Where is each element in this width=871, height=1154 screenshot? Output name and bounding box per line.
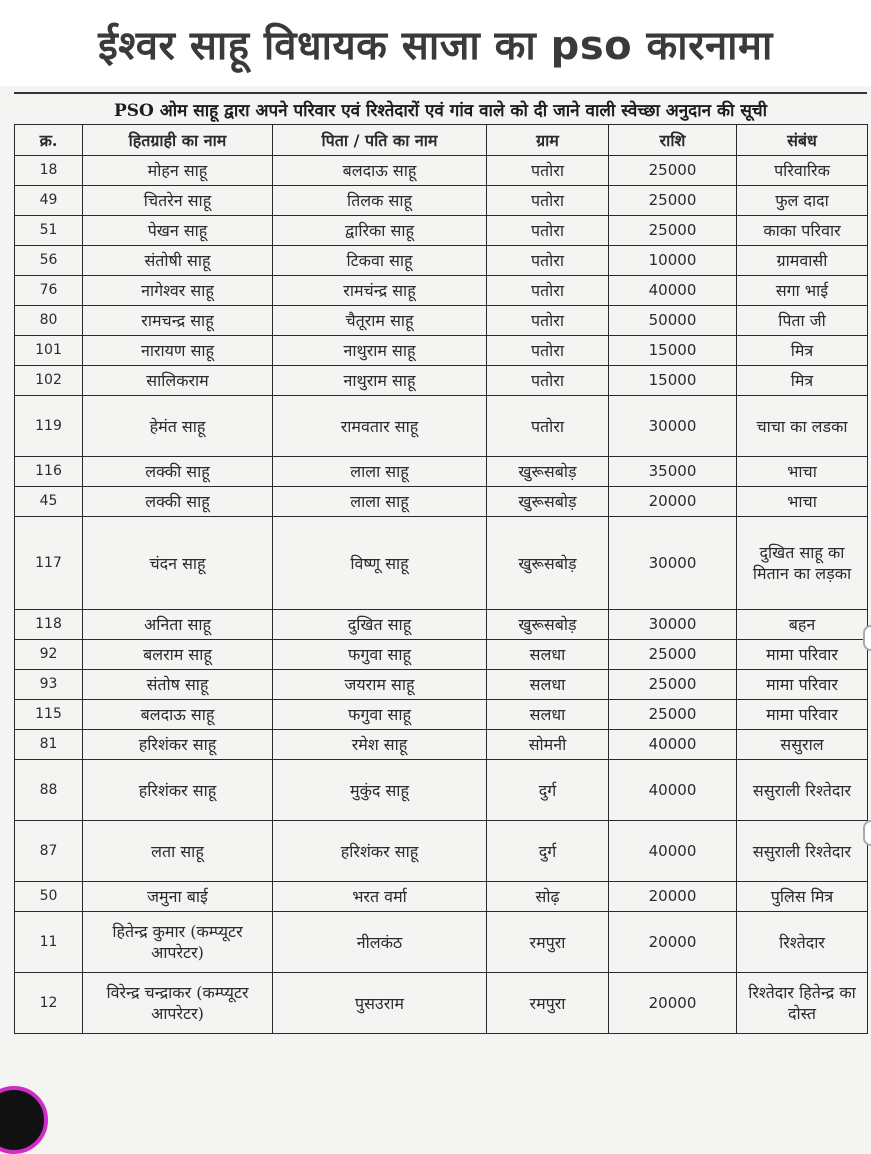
cell-amount: 50000 — [609, 306, 737, 336]
cell-beneficiary-name: हरिशंकर साहू — [83, 730, 273, 760]
cell-beneficiary-name: मोहन साहू — [83, 156, 273, 186]
cell-father-name: हरिशंकर साहू — [273, 821, 487, 882]
cell-amount: 10000 — [609, 246, 737, 276]
cell-amount: 25000 — [609, 156, 737, 186]
col-header-serial: क्र. — [15, 125, 83, 156]
cell-relation: रिश्तेदार हितेन्द्र का दोस्त — [737, 973, 868, 1034]
cell-amount: 20000 — [609, 882, 737, 912]
cell-serial: 45 — [15, 487, 83, 517]
cell-father-name: नाथुराम साहू — [273, 366, 487, 396]
cell-amount: 25000 — [609, 216, 737, 246]
cell-serial: 115 — [15, 700, 83, 730]
cell-village: पतोरा — [487, 306, 609, 336]
table-row — [15, 882, 868, 912]
table-row — [15, 912, 868, 973]
cell-beneficiary-name: चितरेन साहू — [83, 186, 273, 216]
cell-beneficiary-name: हरिशंकर साहू — [83, 760, 273, 821]
cell-amount: 25000 — [609, 670, 737, 700]
cell-amount: 30000 — [609, 517, 737, 610]
cell-serial: 88 — [15, 760, 83, 821]
cell-relation: परिवारिक — [737, 156, 868, 186]
cell-beneficiary-name: चंदन साहू — [83, 517, 273, 610]
cell-relation: ससुराल — [737, 730, 868, 760]
cell-father-name: बलदाऊ साहू — [273, 156, 487, 186]
cell-relation: मामा परिवार — [737, 640, 868, 670]
table-row — [15, 396, 868, 457]
cell-serial: 76 — [15, 276, 83, 306]
cell-amount: 25000 — [609, 700, 737, 730]
cell-relation: फुल दादा — [737, 186, 868, 216]
cell-serial: 102 — [15, 366, 83, 396]
col-header-beneficiary: हितग्राही का नाम — [83, 125, 273, 156]
table-row — [15, 760, 868, 821]
cell-father-name: नाथुराम साहू — [273, 336, 487, 366]
cell-beneficiary-name: सालिकराम — [83, 366, 273, 396]
cell-relation: भाचा — [737, 487, 868, 517]
cell-beneficiary-name: हितेन्द्र कुमार (कम्प्यूटर आपरेटर) — [83, 912, 273, 973]
cell-relation: मित्र — [737, 366, 868, 396]
cell-serial: 51 — [15, 216, 83, 246]
cell-father-name: फगुवा साहू — [273, 700, 487, 730]
document-title: PSO ओम साहू द्वारा अपने परिवार एवं रिश्तेदारों एवं गांव वाले को दी जाने वाली स्वेच्छा अनुदान की सूची — [113, 101, 768, 121]
cell-beneficiary-name: नारायण साहू — [83, 336, 273, 366]
cell-relation: ससुराली रिश्तेदार — [737, 821, 868, 882]
cell-father-name: भरत वर्मा — [273, 882, 487, 912]
cell-beneficiary-name: रामचन्द्र साहू — [83, 306, 273, 336]
cell-village: पतोरा — [487, 186, 609, 216]
cell-amount: 40000 — [609, 821, 737, 882]
scroll-edge-handle[interactable] — [863, 625, 871, 651]
table-row — [15, 487, 868, 517]
cell-village: रमपुरा — [487, 973, 609, 1034]
cell-serial: 11 — [15, 912, 83, 973]
cell-relation: रिश्तेदार — [737, 912, 868, 973]
document — [14, 92, 867, 1034]
cell-village: खुरूसबोड़ — [487, 517, 609, 610]
cell-serial: 12 — [15, 973, 83, 1034]
table-row — [15, 156, 868, 186]
cell-serial: 119 — [15, 396, 83, 457]
cell-serial: 18 — [15, 156, 83, 186]
table-row — [15, 640, 868, 670]
cell-amount: 20000 — [609, 912, 737, 973]
cell-village: पतोरा — [487, 396, 609, 457]
cell-beneficiary-name: पेखन साहू — [83, 216, 273, 246]
cell-beneficiary-name: लता साहू — [83, 821, 273, 882]
cell-serial: 92 — [15, 640, 83, 670]
cell-serial: 118 — [15, 610, 83, 640]
cell-village: सलधा — [487, 670, 609, 700]
table-row — [15, 670, 868, 700]
cell-father-name: नीलकंठ — [273, 912, 487, 973]
cell-village: पतोरा — [487, 216, 609, 246]
cell-beneficiary-name: बलदाऊ साहू — [83, 700, 273, 730]
table-row — [15, 246, 868, 276]
cell-village: सलधा — [487, 640, 609, 670]
col-header-father: पिता / पति का नाम — [273, 125, 487, 156]
cell-amount: 20000 — [609, 973, 737, 1034]
cell-serial: 49 — [15, 186, 83, 216]
table-row — [15, 336, 868, 366]
cell-beneficiary-name: बलराम साहू — [83, 640, 273, 670]
cell-amount: 30000 — [609, 610, 737, 640]
table-row — [15, 216, 868, 246]
table-row — [15, 366, 868, 396]
cell-serial: 116 — [15, 457, 83, 487]
col-header-village: ग्राम — [487, 125, 609, 156]
cell-father-name: विष्णू साहू — [273, 517, 487, 610]
cell-relation: पुलिस मित्र — [737, 882, 868, 912]
cell-father-name: तिलक साहू — [273, 186, 487, 216]
cell-beneficiary-name: विरेन्द्र चन्द्राकर (कम्प्यूटर आपरेटर) — [83, 973, 273, 1034]
cell-beneficiary-name: जमुना बाई — [83, 882, 273, 912]
scroll-edge-handle[interactable] — [863, 820, 871, 846]
cell-relation: मामा परिवार — [737, 700, 868, 730]
cell-amount: 40000 — [609, 276, 737, 306]
cell-father-name: लाला साहू — [273, 487, 487, 517]
cell-father-name: रामवतार साहू — [273, 396, 487, 457]
cell-serial: 87 — [15, 821, 83, 882]
cell-father-name: रमेश साहू — [273, 730, 487, 760]
cell-relation: बहन — [737, 610, 868, 640]
cell-village: पतोरा — [487, 156, 609, 186]
table-row — [15, 821, 868, 882]
table-row — [15, 186, 868, 216]
table-row — [15, 610, 868, 640]
cell-relation: काका परिवार — [737, 216, 868, 246]
cell-beneficiary-name: हेमंत साहू — [83, 396, 273, 457]
cell-relation: मामा परिवार — [737, 670, 868, 700]
cell-relation: ग्रामवासी — [737, 246, 868, 276]
cell-amount: 40000 — [609, 760, 737, 821]
cell-father-name: द्वारिका साहू — [273, 216, 487, 246]
cell-serial: 56 — [15, 246, 83, 276]
headline: ईश्वर साहू विधायक साजा का pso कारनामा — [0, 0, 871, 86]
cell-beneficiary-name: लक्की साहू — [83, 457, 273, 487]
table-row — [15, 517, 868, 610]
cell-amount: 20000 — [609, 487, 737, 517]
cell-amount: 25000 — [609, 640, 737, 670]
cell-beneficiary-name: संतोष साहू — [83, 670, 273, 700]
cell-father-name: मुकुंद साहू — [273, 760, 487, 821]
record-button-overlay[interactable] — [0, 1086, 48, 1154]
cell-father-name: फगुवा साहू — [273, 640, 487, 670]
grant-table — [14, 124, 868, 1034]
cell-beneficiary-name: नागेश्वर साहू — [83, 276, 273, 306]
cell-beneficiary-name: लक्की साहू — [83, 487, 273, 517]
cell-serial: 117 — [15, 517, 83, 610]
cell-amount: 30000 — [609, 396, 737, 457]
cell-serial: 93 — [15, 670, 83, 700]
cell-father-name: पुसउराम — [273, 973, 487, 1034]
table-row — [15, 276, 868, 306]
cell-village: खुरूसबोड़ — [487, 610, 609, 640]
table-row — [15, 730, 868, 760]
cell-village: खुरूसबोड़ — [487, 487, 609, 517]
cell-amount: 15000 — [609, 336, 737, 366]
cell-father-name: जयराम साहू — [273, 670, 487, 700]
cell-amount: 25000 — [609, 186, 737, 216]
cell-father-name: टिकवा साहू — [273, 246, 487, 276]
cell-relation: भाचा — [737, 457, 868, 487]
cell-relation: पिता जी — [737, 306, 868, 336]
cell-village: सलधा — [487, 700, 609, 730]
cell-beneficiary-name: संतोषी साहू — [83, 246, 273, 276]
cell-father-name: रामचंन्द्र साहू — [273, 276, 487, 306]
table-row — [15, 973, 868, 1034]
cell-amount: 35000 — [609, 457, 737, 487]
cell-village: दुर्ग — [487, 821, 609, 882]
cell-father-name: लाला साहू — [273, 457, 487, 487]
cell-relation: ससुराली रिश्तेदार — [737, 760, 868, 821]
cell-father-name: चैतूराम साहू — [273, 306, 487, 336]
table-row — [15, 700, 868, 730]
cell-relation: मित्र — [737, 336, 868, 366]
cell-village: दुर्ग — [487, 760, 609, 821]
cell-village: पतोरा — [487, 276, 609, 306]
table-header-row — [15, 125, 868, 156]
cell-serial: 50 — [15, 882, 83, 912]
divider — [14, 92, 867, 94]
cell-amount: 15000 — [609, 366, 737, 396]
cell-village: सोढ़ — [487, 882, 609, 912]
cell-father-name: दुखित साहू — [273, 610, 487, 640]
cell-village: रमपुरा — [487, 912, 609, 973]
cell-amount: 40000 — [609, 730, 737, 760]
cell-village: पतोरा — [487, 336, 609, 366]
cell-beneficiary-name: अनिता साहू — [83, 610, 273, 640]
cell-village: खुरूसबोड़ — [487, 457, 609, 487]
cell-village: पतोरा — [487, 246, 609, 276]
cell-serial: 80 — [15, 306, 83, 336]
cell-relation: चाचा का लडका — [737, 396, 868, 457]
table-row — [15, 306, 868, 336]
cell-relation: सगा भाई — [737, 276, 868, 306]
cell-relation: दुखित साहू का मितान का लड़का — [737, 517, 868, 610]
cell-serial: 101 — [15, 336, 83, 366]
cell-village: सोमनी — [487, 730, 609, 760]
cell-serial: 81 — [15, 730, 83, 760]
table-row — [15, 457, 868, 487]
col-header-relation: संबंध — [737, 125, 868, 156]
cell-village: पतोरा — [487, 366, 609, 396]
col-header-amount: राशि — [609, 125, 737, 156]
